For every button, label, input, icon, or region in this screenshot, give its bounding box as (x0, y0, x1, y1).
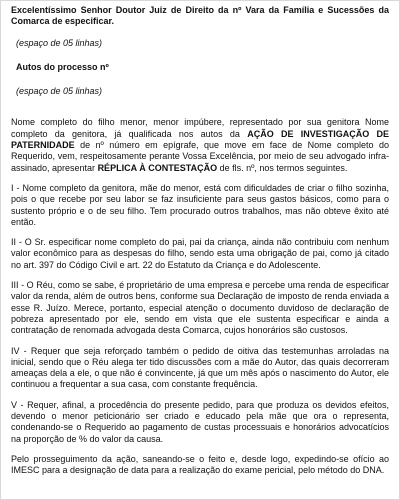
document-heading: Excelentíssimo Senhor Doutor Juiz de Direito da nº Vara da Família e Sucessões da Comarca de especificar. (11, 5, 389, 27)
paragraph-v: V - Requer, afinal, a procedência do presente pedido, para que produza os devidos efeitos, devendo o menor peticionário ser criado e educado pela mãe que ora o representa, condenando-se o Requerido ao pagamento de custas processuais e honorários advocatícios na proporção de % do valor da causa. (11, 399, 389, 444)
intro-paragraph (11, 117, 389, 173)
intro-text: de fls. nº, nos termos seguintes. (217, 162, 348, 173)
paragraph-i: I - Nome completo da genitora, mãe do menor, está com dificuldades de criar o filho sozinha, pois o que recebe por seu labor se faz insuficiente para seus gastos básicos, como para o sustento próprio e o de seu filho. Tem procurado outros trabalhos, mas não obteve êxito até então. (11, 182, 389, 227)
intro-text: Nome completo do filho menor, menor impúbere, representado por sua genitora Nome completo da genitora, já qualificada nos autos da (11, 117, 389, 139)
process-title: Autos do processo nº (16, 61, 109, 72)
reply-name: RÉPLICA À CONTESTAÇÃO (97, 162, 218, 173)
closing-paragraph: Pelo prosseguimento da ação, saneando-se o feito e, desde logo, expedindo-se ofício ao IMESC para a designação de data para a realização do exame pericial, pelo método do DNA. (11, 453, 389, 476)
spacing-note: (espaço de 05 linhas) (16, 86, 103, 97)
spacing-note: (espaço de 05 linhas) (16, 37, 103, 48)
intro-text: de nº número em epígrafe, que move em face de Nome completo do Requerido, vem, respeitosamente perante Vossa Excelência, por meio de seu advogado infra-assinado, apresentar (11, 140, 389, 173)
paragraph-ii: II - O Sr. especificar nome completo do pai, pai da criança, ainda não contribuiu com nenhum valor econômico para as despesas do filho, sendo esta uma obrigação de pai, como já citado no art. 397 do Código Civil e art. 22 do Estatuto da Criança e do Adolescente. (11, 237, 389, 270)
paragraph-iii: III - O Réu, como se sabe, é proprietário de uma empresa e percebe uma renda de especificar valor da renda, além de outros bens, conforme sua Declaração de imposto de renda enviada a esse R. Juízo. Merece, portanto, especial atenção o documento duvidoso de declaração de pobreza apresentado por ele, sendo em vista que ele sustenta especificar e ainda a contratação de renomada advogada desta Comarca, cujos honorários são custosos. (11, 280, 389, 336)
paragraph-iv: IV - Requer que seja reforçado também o pedido de oitiva das testemunhas arroladas na inicial, sendo que o Réu alega ter tido discussões com a mãe do Autor, das quais decorreram ameaças dela a ele, o que não é convincente, já que um mês após o nascimento do Autor, ele continuou a frequentar a sua casa, com constante frequência. (11, 345, 389, 390)
action-name: AÇÃO DE INVESTIGAÇÃO DE PATERNIDADE (11, 128, 389, 151)
